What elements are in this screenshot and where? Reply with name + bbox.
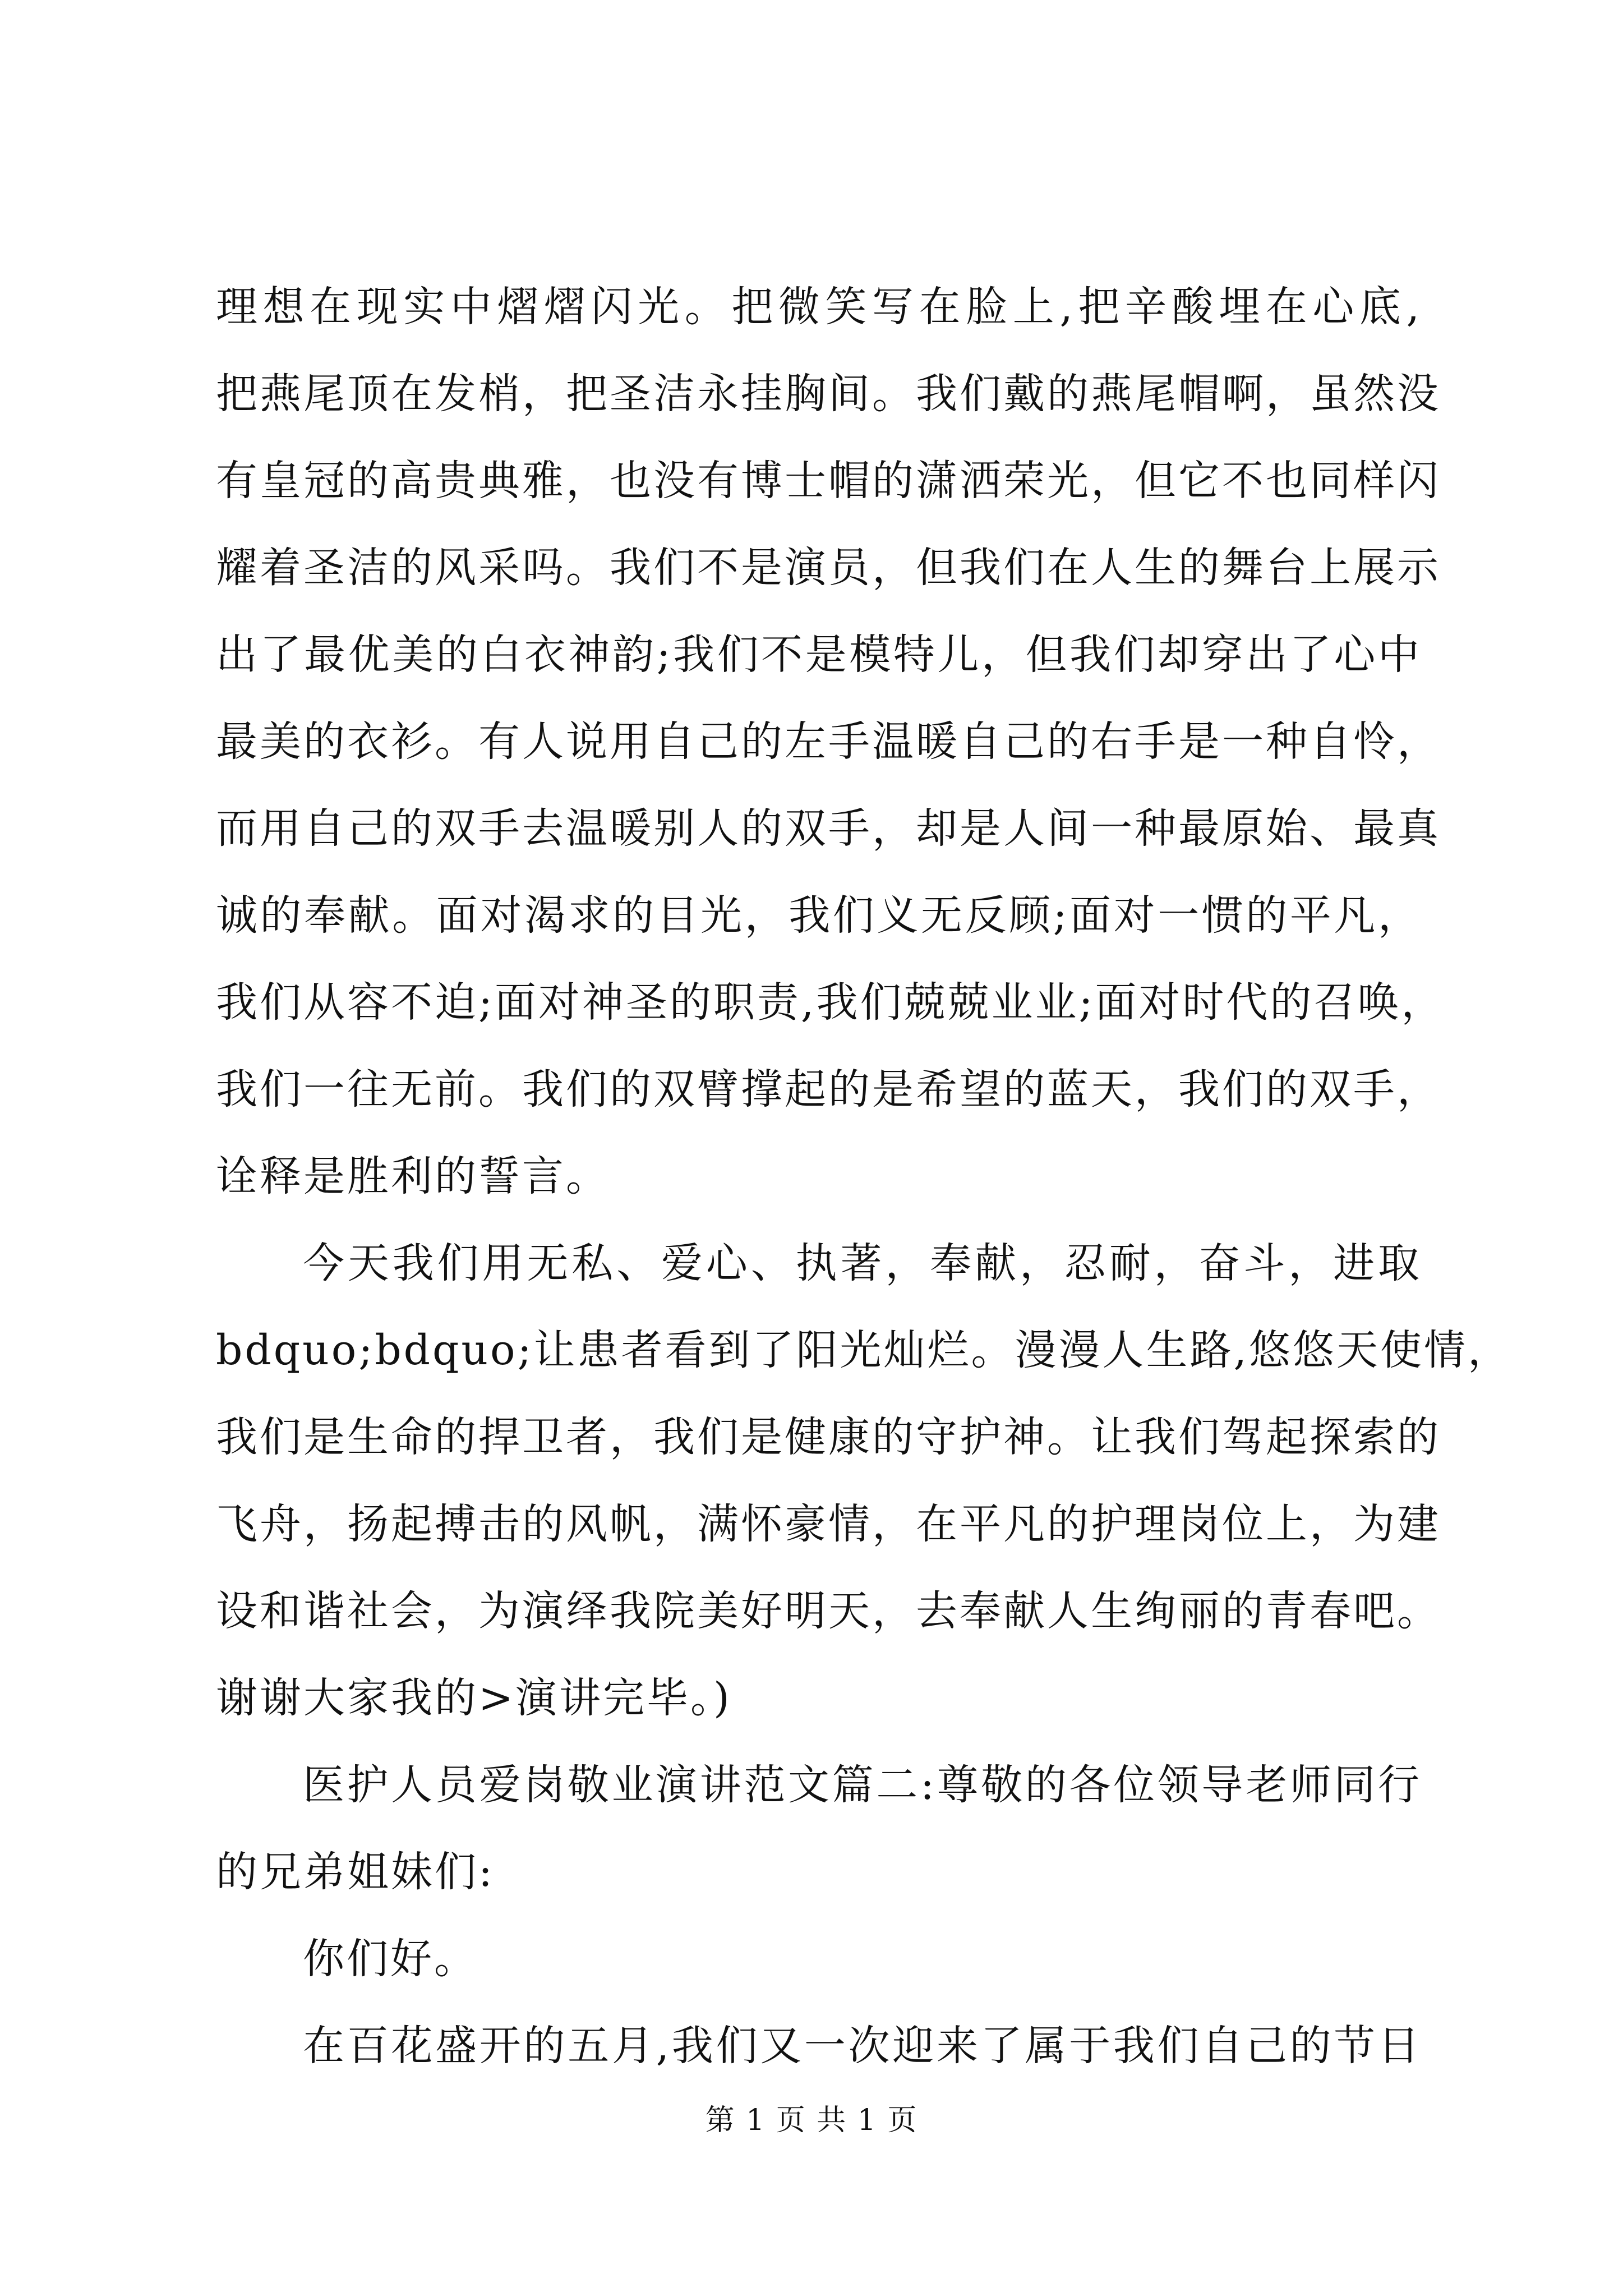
paragraph-first-line: 在百花盛开的五月,我们又一次迎来了属于我们自己的节日 bbox=[303, 2022, 1422, 2070]
text-line: 我们从容不迫;面对神圣的职责,我们兢兢业业;面对时代的召唤， bbox=[216, 978, 1445, 1027]
text-line: 出了最优美的白衣神韵;我们不是模特儿，但我们却穿出了心中 bbox=[216, 631, 1422, 679]
text-line: 耀着圣洁的风采吗。我们不是演员，但我们在人生的舞台上展示 bbox=[216, 544, 1441, 592]
text-line: bdquo;bdquo;让患者看到了阳光灿烂。漫漫人生路,悠悠天使情， bbox=[216, 1326, 1512, 1374]
text-line: 谢谢大家我的>演讲完毕。) bbox=[216, 1674, 732, 1722]
text-line: 的兄弟姐妹们: bbox=[216, 1848, 495, 1896]
text-line: 飞舟，扬起搏击的风帆，满怀豪情，在平凡的护理岗位上，为建 bbox=[216, 1500, 1441, 1548]
text-line: 诠释是胜利的誓言。 bbox=[216, 1152, 610, 1200]
text-line: 有皇冠的高贵典雅，也没有博士帽的潇洒荣光，但它不也同样闪 bbox=[216, 457, 1441, 505]
text-line: 而用自己的双手去温暖别人的双手，却是人间一种最原始、最真 bbox=[216, 804, 1441, 853]
section-heading-line: 医护人员爱岗敬业演讲范文篇二:尊敬的各位领导老师同行 bbox=[303, 1761, 1422, 1809]
text-line: 诚的奉献。面对渴求的目光，我们义无反顾;面对一惯的平凡， bbox=[216, 891, 1422, 940]
greeting-line: 你们好。 bbox=[303, 1935, 478, 1983]
document-body bbox=[216, 264, 1512, 2090]
text-line: 我们是生命的捍卫者，我们是健康的守护神。让我们驾起探索的 bbox=[216, 1413, 1441, 1461]
text-line: 把燕尾顶在发梢，把圣洁永挂胸间。我们戴的燕尾帽啊，虽然没 bbox=[216, 370, 1441, 418]
page-footer: 第 1 页 共 1 页 bbox=[705, 2104, 918, 2137]
text-line: 理想在现实中熠熠闪光。把微笑写在脸上,把辛酸埋在心底, bbox=[216, 283, 1422, 331]
text-line: 设和谐社会，为演绎我院美好明天，去奉献人生绚丽的青春吧。 bbox=[216, 1587, 1441, 1635]
text-line: 最美的衣衫。有人说用自己的左手温暖自己的右手是一种自怜， bbox=[216, 717, 1441, 766]
paragraph-first-line: 今天我们用无私、爱心、执著，奉献，忍耐，奋斗，进取 bbox=[303, 1239, 1422, 1287]
text-line: 我们一往无前。我们的双臂撑起的是希望的蓝天，我们的双手， bbox=[216, 1065, 1441, 1114]
